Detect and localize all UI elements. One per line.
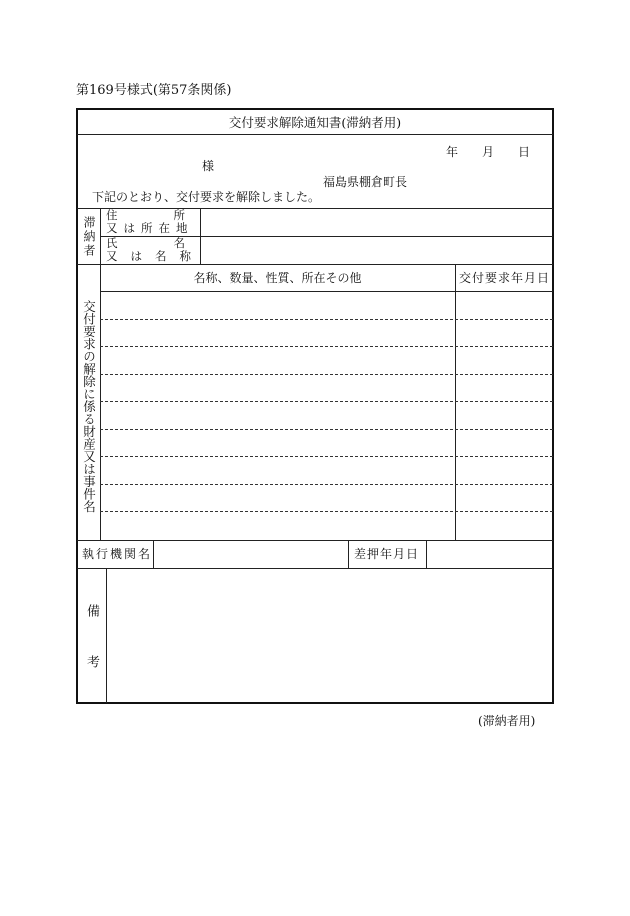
property-entry-area[interactable]	[101, 292, 455, 539]
executor-field[interactable]	[154, 541, 348, 568]
property-section-label	[80, 300, 98, 513]
seizure-date-field[interactable]	[427, 541, 553, 568]
title-divider	[77, 134, 553, 135]
remarks-label	[78, 604, 105, 710]
address-label-2: 又は所在地	[106, 221, 194, 235]
property-section-label-text: 交付要求の解除に係る財産又は事件名	[81, 300, 97, 513]
remarks-label-text: 備考	[84, 604, 99, 706]
name-field[interactable]	[201, 237, 553, 264]
delinquent-label	[81, 216, 97, 258]
address-label-1: 住 所	[106, 208, 187, 222]
date-month-label: 月	[482, 145, 495, 159]
remarks-field[interactable]	[107, 569, 553, 702]
date-entry-area[interactable]	[456, 292, 553, 539]
addressee-suffix: 様	[202, 159, 215, 173]
statement-text: 下記のとおり、交付要求を解除しました。	[92, 190, 321, 204]
form-number: 第169号様式(第57条関係)	[76, 83, 232, 98]
date-header: 交付要求年月日	[458, 271, 550, 285]
address-field[interactable]	[201, 209, 553, 236]
issuer-name: 福島県棚倉町長	[323, 175, 408, 189]
delinquent-bottom-line	[77, 264, 553, 265]
delinquent-label-text: 滞納者	[82, 216, 96, 258]
name-label-1: 氏 名	[106, 236, 187, 250]
form-title: 交付要求解除通知書(滞納者用)	[228, 115, 402, 130]
seizure-date-label: 差押年月日	[354, 547, 420, 561]
footer-note: (滞納者用)	[478, 714, 536, 728]
date-day-label: 日	[518, 145, 531, 159]
date-year-label: 年	[446, 145, 459, 159]
property-header: 名称、数量、性質、所在その他	[193, 271, 362, 285]
executor-label: 執行機関名	[82, 547, 153, 561]
seizure-divider-left	[348, 540, 349, 568]
name-label-2: 又は名称	[106, 249, 204, 263]
